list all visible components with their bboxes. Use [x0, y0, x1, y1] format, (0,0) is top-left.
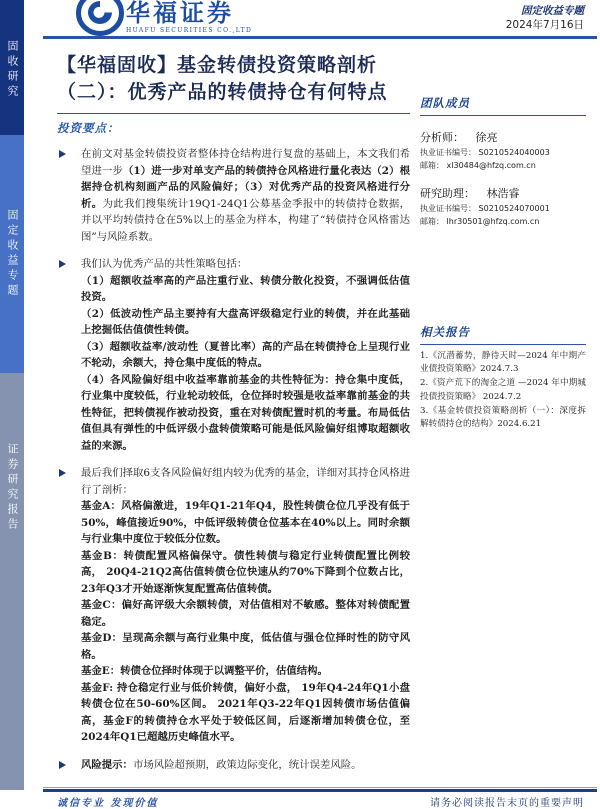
- header-right: [506, 4, 584, 33]
- related-reports-list: [420, 350, 586, 431]
- report-item: 2.《资产荒下的淘金之道 —2024 年中期城投债投资策略》 2024.7.2: [420, 378, 586, 402]
- bullet-arrow-icon: [57, 757, 81, 774]
- member-cert-line: [420, 146, 586, 159]
- sidebar: [0, 0, 24, 800]
- member-cert-line: [420, 202, 586, 215]
- highlights-bullet-list: [57, 146, 410, 773]
- sidebar-segment-gushou-yanjiu: [0, 0, 24, 135]
- cert-number: S0210524040003: [478, 148, 550, 157]
- related-reports-heading: 相关报告: [420, 324, 586, 345]
- team-member: [420, 130, 586, 172]
- main-column: [57, 52, 410, 784]
- report-item: 1.《沉潜蓄势，静待天时—2024 年中期产业债投资策略》2024.7.3: [420, 351, 586, 375]
- sidebar-segment-guding-shouyi: [0, 135, 24, 373]
- brand-name-en: HUAFU SECURITIES CO.,LTD: [126, 27, 253, 34]
- email-label: 邮箱：: [420, 161, 444, 170]
- right-column: [420, 95, 586, 432]
- email-value: xl30484@hfzq.com.cn: [446, 161, 536, 170]
- bullet-text: 最后我们择取6支各风险偏好组内较为优秀的基金，详细对其持仓风格进行了剖析： 基金A：风格偏激进，19年Q1-21年Q4，股性转债仓位几乎没有低于50%，峰值接近90%，中低评级转债仓位基本在40%以上。同时余额与行业集中度位于较低分位数。 基金B：转债配置风格偏保守。债性转债与稳定行业转债配置比例较高， 20Q4-21Q2高估值转债仓位快速从约70%下降到个位数占比，23年Q3才开始逐渐恢复配置高估值转债。 基金C：偏好高评级大余额转债，对估值相对不敏感。整体对转债配置稳定。 基金D：呈现高余额与高行业集中度，低估值与强仓位择时性的防守风格。 基金E：转债仓位择时体现于以调整平价，估值结构。 基金F: 持仓稳定行业与低价转债，偏好小盘， 19年Q4-24年Q1小盘转债仓位在50-60%区间。 2021年Q3-22年Q1因转债市场估值偏高，基金F的转债持仓水平处于较低区间，后逐渐增加转债仓位，至2024年Q1已超越历史峰值水平。: [81, 467, 410, 743]
- page-title: [57, 52, 410, 106]
- bullet-text: 风险提示：市场风险超预期，政策边际变化，统计误差风险。: [81, 758, 362, 771]
- cert-number: S0210524070001: [478, 204, 550, 213]
- bullet-arrow-icon: [57, 465, 81, 746]
- member-email-line: [420, 215, 586, 228]
- footer-disclaimer: 请务必阅读报告末页的重要声明: [430, 798, 584, 809]
- email-value: lhr30501@hfzq.com.cn: [446, 217, 540, 226]
- page-title-line1: 【华福固收】基金转债投资策略剖析: [57, 54, 378, 76]
- member-role-label: 分析师：: [420, 131, 464, 144]
- footer-slogan: 诚信专业 发现价值: [57, 798, 159, 809]
- cert-label: 执业证书编号：: [420, 204, 476, 213]
- huafu-logo-icon: [76, 0, 124, 40]
- footer-divider: [43, 789, 597, 792]
- email-label: 邮箱：: [420, 217, 444, 226]
- bullet-text: 在前文对基金转债投资者整体持仓结构进行复盘的基础上，本文我们希望进一步（1）进一步对单支产品的转债持仓风格进行量化表达（2）根据持仓机构刻画产品的风险偏好；（3）对优秀产品的投资风格进行分析。为此我们搜集统计19Q1-24Q1公募基金季报中的转债持仓数据，并以平均转债持仓在5%以上的基金为样本，构建了“转债持仓风格雷达图”与风险系数。: [81, 148, 411, 243]
- member-role-line: [420, 186, 586, 202]
- member-role-line: [420, 130, 586, 146]
- bullet-item: [57, 757, 410, 774]
- team-member: [420, 186, 586, 228]
- bullet-item: [57, 256, 410, 454]
- bullet-item: [57, 146, 410, 245]
- title-divider: [57, 113, 410, 114]
- member-name: 林浩睿: [486, 187, 520, 200]
- bullet-arrow-icon: [57, 256, 81, 454]
- highlights-heading: 投资要点：: [57, 121, 120, 135]
- sidebar-label: 固收研究: [6, 40, 19, 100]
- doc-type-label: 固定收益专题: [521, 5, 584, 17]
- team-heading: 团队成员: [420, 95, 586, 116]
- sidebar-segment-zhengquan-baogao: [0, 373, 24, 790]
- bullet-text: 我们认为优秀产品的共性策略包括： （1）超额收益率高的产品注重行业、转债分散化投资，不强调低估值投资。 （2）低波动性产品主要持有大盘高评级稳定行业的转债，并在此基础上挖掘低估值债性转债。 （3）超额收益率/波动性（夏普比率）高的产品在转债持仓上呈现行业不轮动，余额大，持仓集中度低的特点。 （4）各风险偏好组中收益率靠前基金的共性特征为：持仓集中度低，行业集中度较低，行业轮动较低，仓位择时较强是收益率靠前基金的共性特征，把转债视作被动投资，重在对转债配置时机的考量。布局低估值但具有弹性的中低评级小盘转债策略可能是低风险偏好组博取超额收益的来源。: [81, 258, 410, 452]
- page-title-line2: （二）：优秀产品的转债持仓有何特点: [57, 81, 388, 103]
- sidebar-label: 固定收益专题: [6, 209, 19, 299]
- member-email-line: [420, 159, 586, 172]
- member-role-label: 研究助理：: [420, 187, 475, 200]
- cert-label: 执业证书编号：: [420, 148, 476, 157]
- sidebar-label: 证券研究报告: [6, 443, 19, 533]
- header-divider: [43, 36, 597, 39]
- report-item: 3.《基金转债投资策略剖析（一）：深度拆解转债持仓的结构》2024.6.21: [420, 405, 586, 430]
- bullet-arrow-icon: [57, 146, 81, 245]
- brand-block: [126, 0, 252, 34]
- bullet-item: [57, 465, 410, 746]
- footer-divider-light: [43, 787, 597, 788]
- brand-name-cn: 华福证券: [126, 0, 234, 27]
- doc-date: 2024年7月16日: [505, 19, 584, 31]
- related-reports: [420, 324, 586, 431]
- member-name: 徐亮: [475, 131, 498, 144]
